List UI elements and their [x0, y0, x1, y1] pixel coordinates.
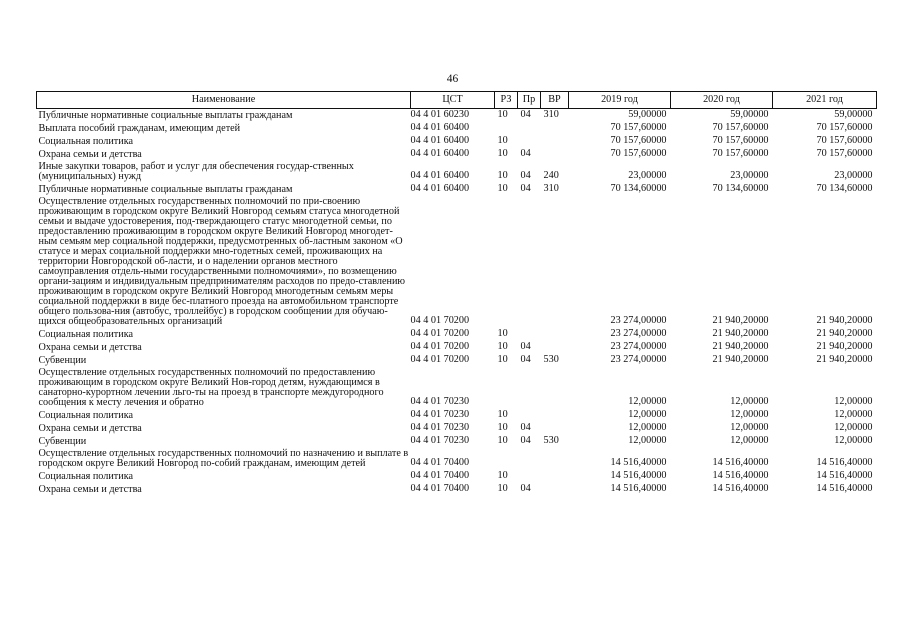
row-vr: 240: [543, 170, 559, 182]
header-csc: ЦСТ: [411, 92, 495, 109]
table-row: [37, 354, 877, 367]
row-2019: 12,00000: [628, 422, 667, 434]
row-csc: 04 4 01 70230: [410, 422, 470, 434]
row-pr: [518, 470, 541, 483]
row-2019: 23 274,00000: [610, 341, 667, 353]
row-name: Осуществление отдельных государственных полномочий по предоставлению проживающим в городском округе Великий Нов-город детям, нуждающимся в санаторно-курортном лечении льго-ты на проезд в транспорте междугородного сообщения к месту лечения и обратно: [38, 367, 384, 408]
row-name: Иные закупки товаров, работ и услуг для обеспечения государ-ственных (муниципальных) нужд: [38, 161, 354, 182]
row-rz: 10: [497, 409, 508, 421]
row-rz: 10: [497, 183, 508, 195]
table-row: [37, 122, 877, 135]
row-name: Публичные нормативные социальные выплаты гражданам: [38, 110, 293, 121]
row-name: Социальная политика: [38, 136, 134, 147]
row-csc: 04 4 01 70230: [410, 435, 470, 447]
row-name: Субвенции: [38, 355, 87, 366]
row-rz: 10: [497, 435, 508, 447]
table-row: [37, 409, 877, 422]
row-name: Осуществление отдельных государственных полномочий по назначению и выплате в городском округе Великий Новгород по-собий гражданам, имеющим детей: [38, 448, 409, 469]
row-rz: 10: [497, 341, 508, 353]
row-rz: 10: [497, 135, 508, 147]
row-2021: 70 157,60000: [816, 148, 873, 160]
row-2021: 21 940,20000: [816, 315, 873, 327]
row-vr: [541, 122, 569, 135]
row-name: Охрана семьи и детства: [38, 149, 142, 160]
row-name: Выплата пособий гражданам, имеющим детей: [38, 123, 241, 134]
row-vr: [541, 148, 569, 161]
row-pr: [518, 135, 541, 148]
row-vr: [541, 409, 569, 422]
row-2021: 21 940,20000: [816, 354, 873, 366]
row-csc: 04 4 01 60400: [410, 122, 470, 134]
table-row: [37, 196, 877, 328]
row-2021: 70 157,60000: [816, 122, 873, 134]
row-2021: 12,00000: [834, 409, 873, 421]
row-2020: 21 940,20000: [712, 354, 769, 366]
row-2020: 12,00000: [730, 435, 769, 447]
row-vr: [541, 422, 569, 435]
row-name: Охрана семьи и детства: [38, 423, 142, 434]
row-2020: 70 157,60000: [712, 135, 769, 147]
header-vr: ВР: [541, 92, 569, 109]
row-2020: 70 157,60000: [712, 122, 769, 134]
row-vr: 310: [543, 109, 559, 121]
row-vr: [541, 328, 569, 341]
row-2020: 14 516,40000: [712, 457, 769, 469]
row-2021: 12,00000: [834, 396, 873, 408]
row-vr: [541, 135, 569, 148]
row-csc: 04 4 01 60400: [410, 183, 470, 195]
table-row: [37, 470, 877, 483]
row-name: Социальная политика: [38, 471, 134, 482]
row-rz: 10: [497, 470, 508, 482]
table-row: [37, 483, 877, 496]
row-2021: 12,00000: [834, 422, 873, 434]
table-row: [37, 341, 877, 354]
row-rz: [495, 122, 518, 135]
row-2020: 21 940,20000: [712, 341, 769, 353]
row-csc: 04 4 01 60400: [410, 148, 470, 160]
budget-table: [36, 91, 877, 496]
page-number: 46: [446, 73, 459, 85]
table-row: [37, 448, 877, 470]
row-rz: 10: [497, 354, 508, 366]
row-csc: 04 4 01 70200: [410, 341, 470, 353]
row-name: Охрана семьи и детства: [38, 484, 142, 495]
row-2019: 70 157,60000: [610, 122, 667, 134]
row-2021: 21 940,20000: [816, 328, 873, 340]
row-pr: 04: [520, 435, 531, 447]
row-2019: 70 134,60000: [610, 183, 667, 195]
row-2019: 12,00000: [628, 435, 667, 447]
table-header-row: [37, 92, 877, 109]
table-row: [37, 161, 877, 183]
table-row: [37, 422, 877, 435]
row-pr: 04: [520, 109, 531, 121]
row-name: Субвенции: [38, 436, 87, 447]
row-2021: 14 516,40000: [816, 470, 873, 482]
row-vr: 530: [543, 435, 559, 447]
row-vr: [541, 470, 569, 483]
row-pr: [518, 409, 541, 422]
row-pr: 04: [520, 148, 531, 160]
row-pr: 04: [520, 483, 531, 495]
row-2020: 21 940,20000: [712, 328, 769, 340]
row-rz: 10: [497, 109, 508, 121]
row-2020: 70 134,60000: [712, 183, 769, 195]
row-2021: 14 516,40000: [816, 457, 873, 469]
row-2020: 12,00000: [730, 422, 769, 434]
row-pr: 04: [520, 170, 531, 182]
table-row: [37, 328, 877, 341]
row-pr: 04: [520, 422, 531, 434]
row-2019: 59,00000: [628, 109, 667, 121]
row-pr: [518, 367, 541, 409]
row-2021: 14 516,40000: [816, 483, 873, 495]
row-csc: 04 4 01 70230: [410, 409, 470, 421]
header-2021: 2021 год: [773, 92, 877, 109]
row-pr: 04: [520, 341, 531, 353]
row-2019: 23 274,00000: [610, 328, 667, 340]
row-2019: 14 516,40000: [610, 457, 667, 469]
row-2021: 23,00000: [834, 170, 873, 182]
row-csc: 04 4 01 70200: [410, 315, 470, 327]
row-2020: 59,00000: [730, 109, 769, 121]
header-name: Наименование: [37, 92, 411, 109]
row-csc: 04 4 01 60400: [410, 135, 470, 147]
row-rz: 10: [497, 483, 508, 495]
row-name: Публичные нормативные социальные выплаты гражданам: [38, 184, 293, 195]
row-2020: 14 516,40000: [712, 470, 769, 482]
row-csc: 04 4 01 70200: [410, 354, 470, 366]
row-vr: [541, 341, 569, 354]
table-row: [37, 367, 877, 409]
row-2020: 23,00000: [730, 170, 769, 182]
row-csc: 04 4 01 70400: [410, 470, 470, 482]
row-2021: 59,00000: [834, 109, 873, 121]
row-2019: 14 516,40000: [610, 470, 667, 482]
row-pr: 04: [520, 183, 531, 195]
row-2019: 23,00000: [628, 170, 667, 182]
row-vr: [541, 483, 569, 496]
row-2019: 23 274,00000: [610, 354, 667, 366]
row-name: Охрана семьи и детства: [38, 342, 142, 353]
row-pr: [518, 196, 541, 328]
row-2019: 12,00000: [628, 409, 667, 421]
row-2020: 14 516,40000: [712, 483, 769, 495]
header-2019: 2019 год: [569, 92, 671, 109]
row-name: Социальная политика: [38, 410, 134, 421]
table-row: [37, 135, 877, 148]
table-row: [37, 109, 877, 123]
row-2021: 70 157,60000: [816, 135, 873, 147]
row-csc: 04 4 01 70230: [410, 396, 470, 408]
row-vr: 530: [543, 354, 559, 366]
table-row: [37, 435, 877, 448]
row-csc: 04 4 01 70400: [410, 457, 470, 469]
row-2021: 70 134,60000: [816, 183, 873, 195]
row-2020: 21 940,20000: [712, 315, 769, 327]
row-csc: 04 4 01 70400: [410, 483, 470, 495]
table-row: [37, 183, 877, 196]
row-2021: 12,00000: [834, 435, 873, 447]
row-pr: 04: [520, 354, 531, 366]
row-csc: 04 4 01 60230: [410, 109, 470, 121]
row-2019: 70 157,60000: [610, 135, 667, 147]
row-vr: [541, 196, 569, 328]
row-rz: [495, 448, 518, 470]
row-rz: 10: [497, 328, 508, 340]
row-2019: 14 516,40000: [610, 483, 667, 495]
row-vr: 310: [543, 183, 559, 195]
row-vr: [541, 448, 569, 470]
row-name: Социальная политика: [38, 329, 134, 340]
row-2021: 21 940,20000: [816, 341, 873, 353]
row-csc: 04 4 01 70200: [410, 328, 470, 340]
table-row: [37, 148, 877, 161]
row-2020: 12,00000: [730, 409, 769, 421]
row-2019: 70 157,60000: [610, 148, 667, 160]
row-2019: 23 274,00000: [610, 315, 667, 327]
header-pr: Пр: [518, 92, 541, 109]
header-2020: 2020 год: [671, 92, 773, 109]
row-rz: 10: [497, 422, 508, 434]
row-rz: [495, 196, 518, 328]
row-name: Осуществление отдельных государственных полномочий по при-своению проживающим в городском округе Великий Новгород семьям статуса многодетной семьи и выдаче удостоверения, под-тверждающего статус многодетной семьи, по предоставлению проживающим в городском округе Великий Новгород многодет-ным семьям мер социальной поддержки, предусмотренных об-ластным законом «О статусе и мерах социальной поддержки мно-годетных семей, проживающих на территории Новгородской об-ласти, и о наделении органов местного самоуправления отдель-ными государственными полномочиями», по возмещению органи-зациям и индивидуальным предпринимателям расходов по предо-ставлению проживающим в городском округе Великий Новгород многодетным семьям меры социальной поддержки в виде бес-платного проезда на автомобильном транспорте общего пользова-ния (автобус, троллейбус) в городском сообщении для обучаю-щихся общеобразовательных организаций: [38, 196, 406, 327]
row-2020: 70 157,60000: [712, 148, 769, 160]
row-pr: [518, 122, 541, 135]
row-2020: 12,00000: [730, 396, 769, 408]
row-vr: [541, 367, 569, 409]
row-pr: [518, 328, 541, 341]
row-rz: 10: [497, 148, 508, 160]
row-2019: 12,00000: [628, 396, 667, 408]
table-body: [37, 109, 877, 497]
header-rz: РЗ: [495, 92, 518, 109]
row-pr: [518, 448, 541, 470]
row-rz: 10: [497, 170, 508, 182]
row-csc: 04 4 01 60400: [410, 170, 470, 182]
row-rz: [495, 367, 518, 409]
